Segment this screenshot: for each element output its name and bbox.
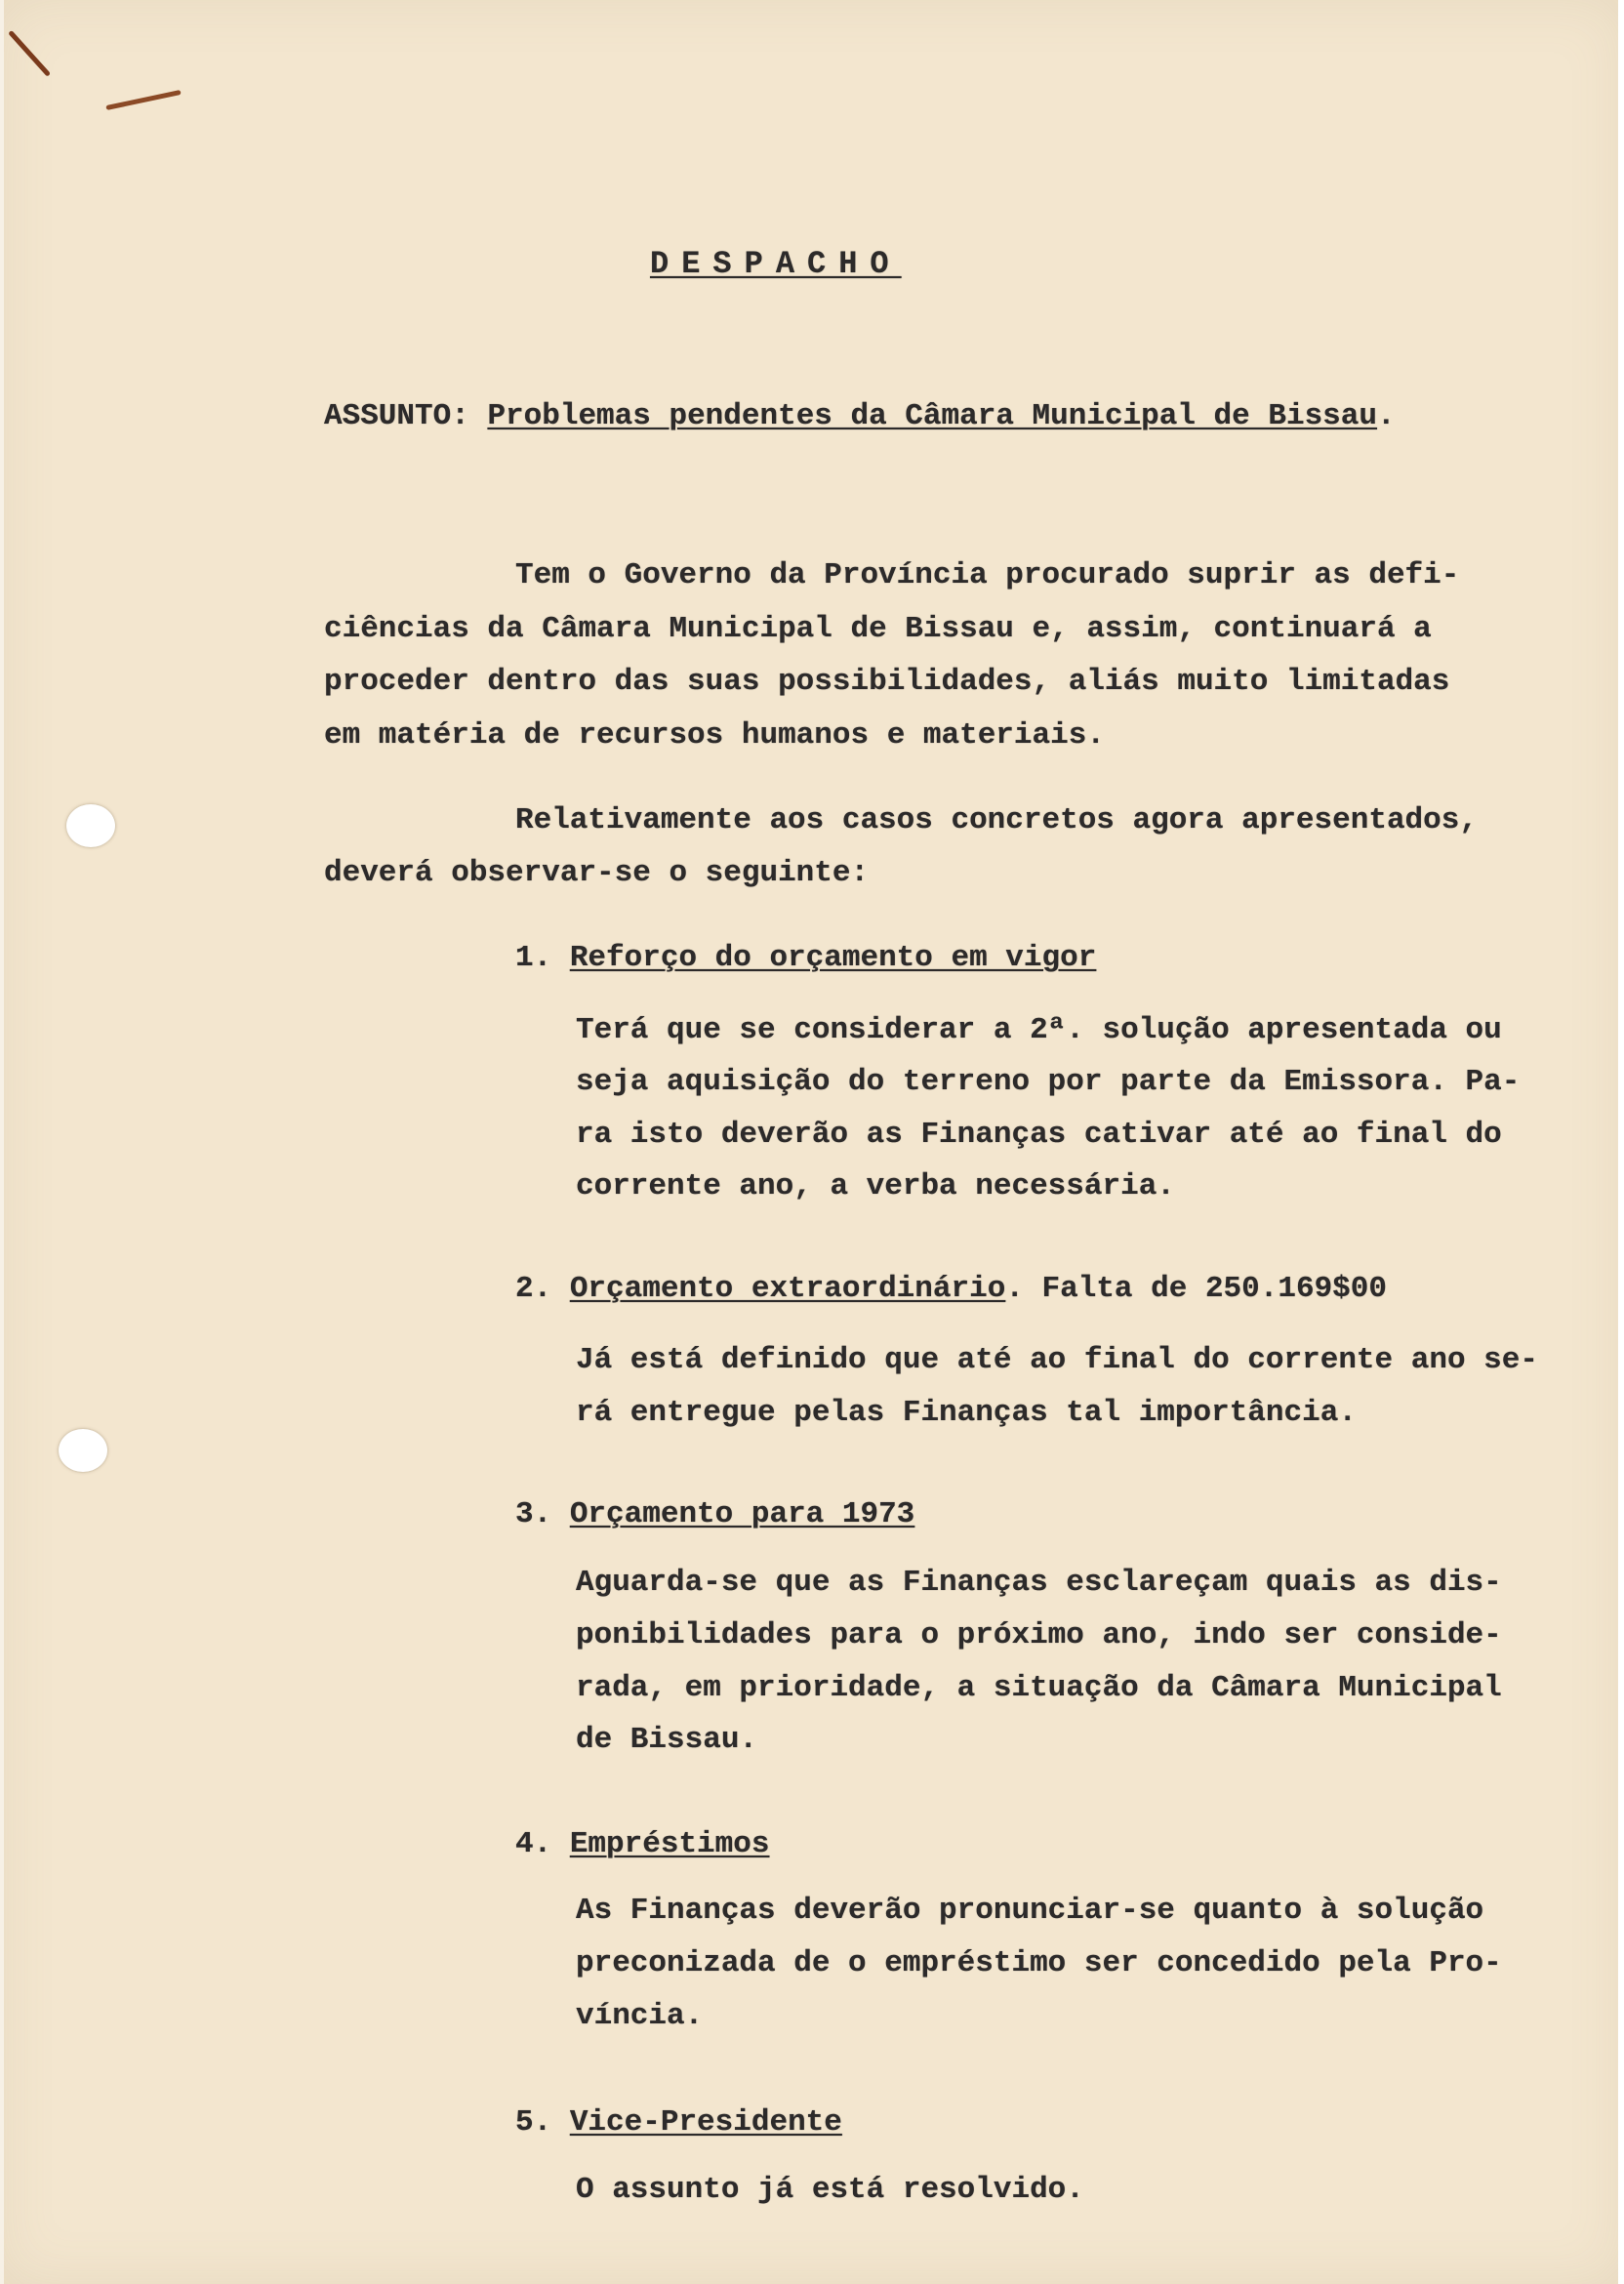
item-line: rada, em prioridade, a situação da Câmara Municipal: [576, 1671, 1502, 1705]
item-line: As Finanças deverão pronunciar-se quanto à solução: [576, 1894, 1484, 1928]
subject-line: [324, 399, 1396, 433]
document-title: DESPACHO: [650, 246, 902, 282]
intro-line: Tem o Governo da Província procurado suprir as defi-: [515, 558, 1460, 592]
item-line: seja aquisição do terreno por parte da Emissora. Pa-: [576, 1065, 1521, 1099]
item-heading: [515, 941, 1096, 975]
item-line: corrente ano, a verba necessária.: [576, 1169, 1175, 1203]
item-heading-text: Reforço do orçamento em vigor: [569, 941, 1097, 975]
punch-hole: [66, 804, 115, 847]
intro-line: ciências da Câmara Municipal de Bissau e, assim, continuará a: [324, 612, 1432, 646]
item-heading-text: Empréstimos: [569, 1827, 770, 1861]
intro-line: proceder dentro das suas possibilidades, aliás muito limitadas: [324, 665, 1450, 699]
intro-line: em matéria de recursos humanos e materiais.: [324, 718, 1105, 753]
rust-stain: [8, 30, 51, 77]
item-line: de Bissau.: [576, 1723, 758, 1757]
punch-hole: [59, 1429, 107, 1472]
item-line: rá entregue pelas Finanças tal importância.: [576, 1396, 1357, 1430]
item-heading-text: Vice-Presidente: [569, 2105, 842, 2140]
item-number: 1.: [515, 941, 552, 975]
item-line: preconizada de o empréstimo ser concedido pela Pro-: [576, 1946, 1502, 1980]
paper-edge-left: [0, 0, 4, 2284]
item-line: Terá que se considerar a 2ª. solução apresentada ou: [576, 1013, 1502, 1047]
item-number: 2.: [515, 1272, 552, 1306]
item-heading: [515, 1827, 769, 1861]
subject-text: Problemas pendentes da Câmara Municipal de Bissau: [487, 399, 1377, 433]
item-heading: [515, 2105, 842, 2140]
item-number: 3.: [515, 1497, 552, 1531]
item-heading: [515, 1497, 914, 1531]
para2-line: Relativamente aos casos concretos agora apresentados,: [515, 803, 1478, 837]
item-number: 4.: [515, 1827, 552, 1861]
para2-line: deverá observar-se o seguinte:: [324, 856, 870, 890]
item-heading-suffix: . Falta de 250.169$00: [1005, 1272, 1387, 1306]
paper-edge-right: [1618, 0, 1624, 2284]
item-line: Aguarda-se que as Finanças esclareçam quais as dis-: [576, 1566, 1502, 1600]
item-heading-text: Orçamento para 1973: [569, 1497, 915, 1531]
item-line: O assunto já está resolvido.: [576, 2173, 1084, 2207]
item-line: víncia.: [576, 1999, 704, 2033]
item-line: ra isto deverão as Finanças cativar até ao final do: [576, 1118, 1502, 1152]
rust-stain: [105, 90, 181, 110]
item-heading: [515, 1272, 1387, 1306]
subject-period: .: [1377, 399, 1396, 433]
item-line: Já está definido que até ao final do corrente ano se-: [576, 1343, 1538, 1377]
item-heading-text: Orçamento extraordinário: [569, 1272, 1006, 1306]
item-line: ponibilidades para o próximo ano, indo ser conside-: [576, 1618, 1502, 1652]
item-number: 5.: [515, 2105, 552, 2140]
subject-label: ASSUNTO:: [324, 399, 469, 433]
